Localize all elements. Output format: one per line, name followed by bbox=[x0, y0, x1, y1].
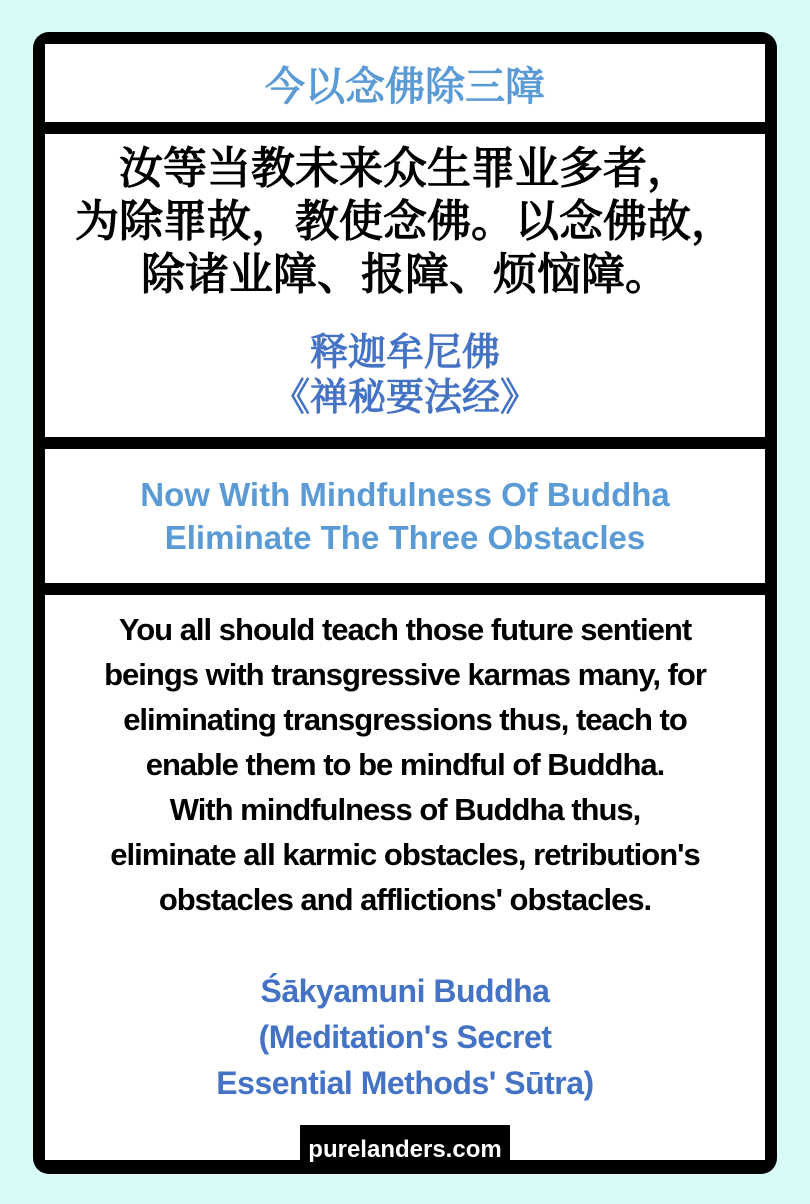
english-attribution-source: (Meditation's Secret bbox=[258, 1019, 552, 1055]
section-english-title bbox=[45, 449, 765, 583]
english-quote-line: eliminating transgressions thus, teach to bbox=[123, 702, 687, 737]
section-chinese-title bbox=[45, 44, 765, 122]
website-url: purelanders.com bbox=[308, 1135, 502, 1163]
chinese-quote-line: 汝等当教未来众生罪业多者， bbox=[119, 144, 691, 193]
quote-card-frame bbox=[33, 32, 777, 1174]
chinese-attribution-source: 《禅秘要法经》 bbox=[271, 377, 538, 419]
english-quote-line: eliminate all karmic obstacles, retribution's bbox=[110, 837, 700, 872]
english-attribution-name: Śākyamuni Buddha bbox=[260, 973, 550, 1009]
website-badge bbox=[300, 1125, 510, 1174]
section-english-quote bbox=[45, 595, 765, 1163]
english-title-line: Eliminate The Three Obstacles bbox=[164, 519, 646, 556]
chinese-quote-line: 除诸业障、报障、烦恼障。 bbox=[141, 250, 669, 299]
chinese-quote-body bbox=[45, 142, 765, 301]
section-chinese-quote bbox=[45, 134, 765, 437]
chinese-title: 今以念佛除三障 bbox=[265, 64, 545, 109]
english-quote-line: beings with transgressive karmas many, for bbox=[104, 657, 706, 692]
english-quote-line: obstacles and afflictions' obstacles. bbox=[158, 882, 652, 917]
english-quote-line: enable them to be mindful of Buddha. bbox=[145, 747, 665, 782]
chinese-attribution-name: 释迦牟尼佛 bbox=[309, 332, 500, 374]
english-attribution-source: Essential Methods' Sūtra) bbox=[216, 1065, 594, 1101]
english-quote-line: You all should teach those future sentient bbox=[118, 612, 692, 647]
english-quote-body bbox=[45, 607, 765, 922]
chinese-attribution bbox=[45, 331, 765, 421]
chinese-quote-line: 为除罪故，教使念佛。以念佛故， bbox=[75, 197, 735, 246]
english-attribution bbox=[45, 968, 765, 1106]
english-title-line: Now With Mindfulness Of Buddha bbox=[140, 476, 670, 513]
english-quote-line: With mindfulness of Buddha thus, bbox=[169, 792, 641, 827]
